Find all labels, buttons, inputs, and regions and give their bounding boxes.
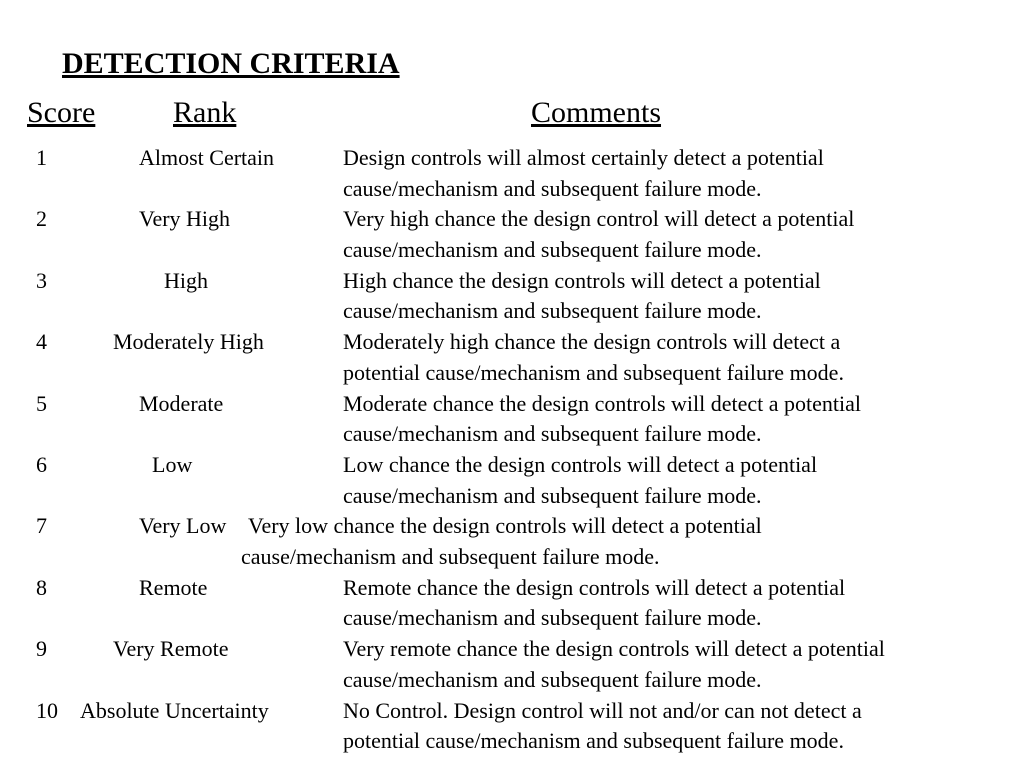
- comment-cell: [343, 266, 821, 327]
- rank-cell: Very Low: [139, 513, 227, 539]
- score-cell: 3: [36, 267, 47, 293]
- header-comments: Comments: [531, 96, 662, 129]
- rank-cell: High: [164, 267, 208, 293]
- score-cell: 5: [36, 390, 47, 416]
- comment-cell: [343, 143, 824, 204]
- comment-cell: [343, 573, 845, 634]
- rank-cell: Very Remote: [113, 636, 229, 662]
- score-cell: 6: [36, 451, 47, 477]
- score-cell: 2: [36, 206, 47, 232]
- score-cell: 4: [36, 329, 47, 355]
- rank-cell: Remote: [139, 574, 208, 600]
- comment-cell: [343, 696, 862, 757]
- comment-cell: [343, 327, 844, 388]
- comment-line: cause/mechanism and subsequent failure mode.: [343, 421, 762, 447]
- comment-line: potential cause/mechanism and subsequent failure mode.: [343, 728, 844, 754]
- score-cell: 1: [36, 145, 47, 170]
- score-cell: 10: [36, 697, 58, 723]
- header-score: Score: [27, 96, 96, 129]
- comment-line: potential cause/mechanism and subsequent failure mode.: [343, 359, 844, 385]
- comment-line: cause/mechanism and subsequent failure mode.: [343, 666, 762, 692]
- comment-line: cause/mechanism and subsequent failure mode.: [343, 482, 762, 508]
- table-row: [0, 450, 1024, 511]
- table-row: [0, 573, 1024, 634]
- table-row: [0, 389, 1024, 450]
- comment-line: cause/mechanism and subsequent failure mode.: [241, 544, 660, 570]
- comment-line: Remote chance the design controls will detect a potential: [343, 574, 846, 600]
- comment-line: cause/mechanism and subsequent failure mode.: [343, 605, 762, 631]
- rank-cell: Absolute Uncertainty: [80, 697, 269, 723]
- comment-line: Very low chance the design controls will detect a potential: [248, 513, 762, 539]
- comment-line: Design controls will almost certainly detect a potential: [343, 145, 824, 170]
- comment-line: cause/mechanism and subsequent failure mode.: [343, 237, 762, 263]
- table-row: [0, 634, 1024, 695]
- rank-cell: Almost Certain: [139, 145, 275, 170]
- table-row: [0, 511, 1024, 572]
- comment-line: Moderate chance the design controls will detect a potential: [343, 390, 862, 416]
- comment-line: Very remote chance the design controls will detect a potential: [343, 636, 885, 662]
- comment-cell: [241, 511, 762, 572]
- rank-cell: Low: [152, 451, 193, 477]
- score-cell: 7: [36, 513, 47, 539]
- comment-line: Low chance the design controls will detect a potential: [343, 451, 818, 477]
- table-row: [0, 327, 1024, 388]
- rank-cell: Moderate: [139, 390, 224, 416]
- comment-line: cause/mechanism and subsequent failure mode.: [343, 298, 762, 324]
- table-row: [0, 266, 1024, 327]
- comment-line: cause/mechanism and subsequent failure mode.: [343, 175, 762, 201]
- comment-line: Moderately high chance the design controls will detect a: [343, 329, 841, 355]
- comment-cell: [343, 450, 817, 511]
- table-row: [0, 143, 1024, 204]
- comment-cell: [343, 634, 885, 695]
- comment-line: No Control. Design control will not and/or can not detect a: [343, 697, 862, 723]
- comment-line: Very high chance the design control will detect a potential: [343, 206, 855, 232]
- criteria-table: [0, 143, 1024, 757]
- comment-cell: [343, 204, 854, 265]
- table-row: [0, 204, 1024, 265]
- score-cell: 9: [36, 636, 47, 662]
- header-rank: Rank: [173, 96, 237, 129]
- rank-cell: Very High: [139, 206, 231, 232]
- comment-cell: [343, 389, 861, 450]
- table-row: [0, 696, 1024, 757]
- page-title: DETECTION CRITERIA: [62, 47, 400, 80]
- score-cell: 8: [36, 574, 47, 600]
- rank-cell: Moderately High: [113, 329, 264, 355]
- comment-line: High chance the design controls will detect a potential: [343, 267, 821, 293]
